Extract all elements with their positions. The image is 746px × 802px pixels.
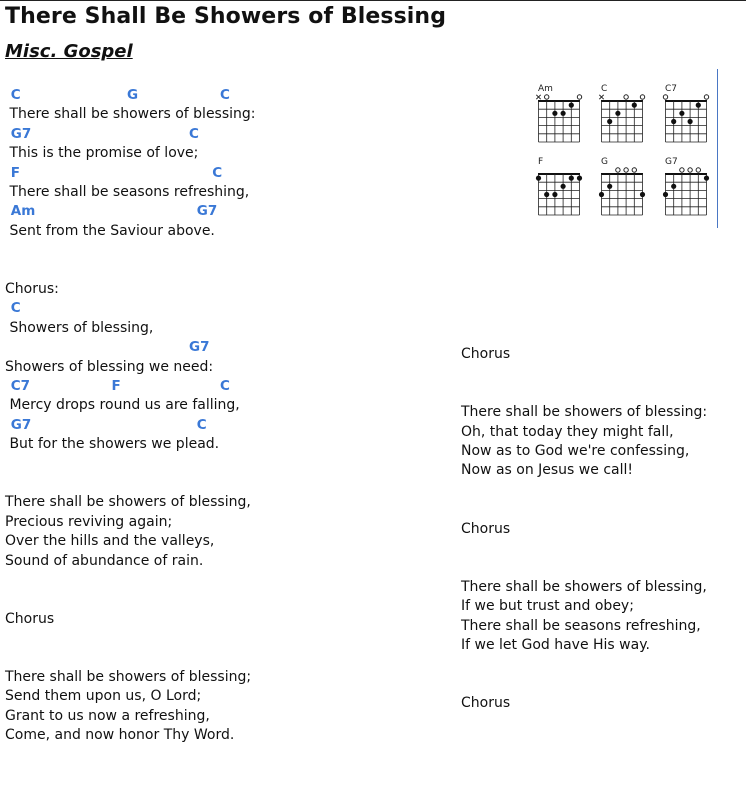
lyric-line: Now as on Jesus we call! [461,462,633,479]
open-string-marker [577,95,581,99]
chord-name: C [10,300,21,317]
lyric-line: Mercy drops round us are falling, [5,397,240,414]
chord-name: F [111,378,121,394]
chord-diagram [665,83,713,147]
chord-name: G [127,87,139,103]
chord-name: C [10,87,21,103]
lyric-line: There shall be seasons refreshing, [5,184,250,200]
lyric-line: Sent from the Saviour above. [5,222,215,239]
finger-dot [632,103,637,108]
finger-dot [679,111,684,116]
chord-name: G7 [196,203,218,220]
lyric-line: There shall be showers of blessing: [461,404,708,421]
finger-dot [640,192,645,197]
chorus-label: Chorus [461,346,511,362]
chord-name: G7 [10,416,32,433]
chord-diagram-name: G [601,157,608,167]
open-string-marker [704,95,708,99]
finger-dot [552,111,557,116]
diagram-divider [717,69,718,228]
chord-diagram-name: C [601,84,608,94]
lyric-line: There shall be showers of blessing; [5,669,252,685]
open-string-marker [640,95,644,99]
lyric-line: Now as to God we're confessing, [461,443,690,459]
chord-diagram-name: Am [538,84,553,94]
chorus-label: Chorus [461,520,511,537]
chord-name: C [212,164,223,181]
chord-name: C [220,378,230,394]
finger-dot [671,184,676,189]
chord-name: C [220,87,230,103]
finger-dot [704,176,709,181]
chord-diagram-name: C7 [665,84,678,94]
open-string-marker [696,168,700,172]
chord-name: Am [10,203,36,220]
song-artist-link[interactable]: Misc. Gospel [5,41,133,62]
muted-string-marker [599,95,603,99]
chord-diagram-name: G7 [665,157,678,167]
open-string-marker [624,95,628,99]
chord-name: C7 [10,378,31,394]
lyric-line: Send them upon us, O Lord; [5,688,202,705]
chorus-label: Chorus: [5,281,59,297]
open-string-marker [545,95,549,99]
finger-dot [544,192,549,197]
top-border [0,0,746,1]
lyric-line: Precious reviving again; [5,513,173,530]
chord-diagram [665,156,713,220]
lyric-line: Oh, that today they might fall, [461,423,674,440]
lyric-line: There shall be showers of blessing, [461,578,707,595]
finger-dot [552,192,557,197]
finger-dot [599,192,604,197]
left-column-lyrics [5,86,445,744]
lyric-line: But for the showers we plead. [5,436,220,453]
lyric-line: If we let God have His way. [461,637,650,653]
finger-dot [569,176,574,181]
chord-diagram [538,156,586,220]
finger-dot [569,103,574,108]
finger-dot [671,119,676,124]
lyric-line: There shall be seasons refreshing, [461,617,701,634]
open-string-marker [663,95,667,99]
open-string-marker [616,168,620,172]
chorus-label: Chorus [461,695,511,712]
lyric-line: Showers of blessing, [5,319,154,336]
chord-diagram [538,83,586,147]
finger-dot [536,176,541,181]
song-title: There Shall Be Showers of Blessing [5,4,447,29]
finger-dot [607,119,612,124]
chord-name: F [10,164,20,181]
finger-dot [696,103,701,108]
chord-diagram [601,83,649,147]
finger-dot [688,119,693,124]
chorus-label: Chorus [5,610,55,627]
chord-name: G7 [10,125,32,142]
lyric-line: If we but trust and obey; [461,598,634,615]
open-string-marker [624,168,628,172]
chord-diagram-name: F [538,157,544,167]
lyric-line: There shall be showers of blessing: [5,106,256,123]
finger-dot [663,192,668,197]
chord-name: C [196,416,207,433]
right-column-lyrics [461,345,731,712]
lyric-line: Sound of abundance of rain. [5,552,204,569]
open-string-marker [632,168,636,172]
finger-dot [607,184,612,189]
finger-dot [615,111,620,116]
lyric-line: This is the promise of love; [5,145,199,162]
chord-name: C [189,125,199,142]
chord-name: G7 [189,339,210,356]
open-string-marker [688,168,692,172]
lyric-line: Come, and now honor Thy Word. [5,727,235,744]
lyric-line: Over the hills and the valleys, [5,533,215,550]
open-string-marker [680,168,684,172]
finger-dot [561,184,566,189]
lyric-line: Showers of blessing we need: [5,358,214,375]
muted-string-marker [536,95,540,99]
lyric-line: There shall be showers of blessing, [5,494,251,511]
finger-dot [561,111,566,116]
chord-diagram [601,156,649,220]
finger-dot [577,176,582,181]
lyric-line: Grant to us now a refreshing, [5,707,210,724]
